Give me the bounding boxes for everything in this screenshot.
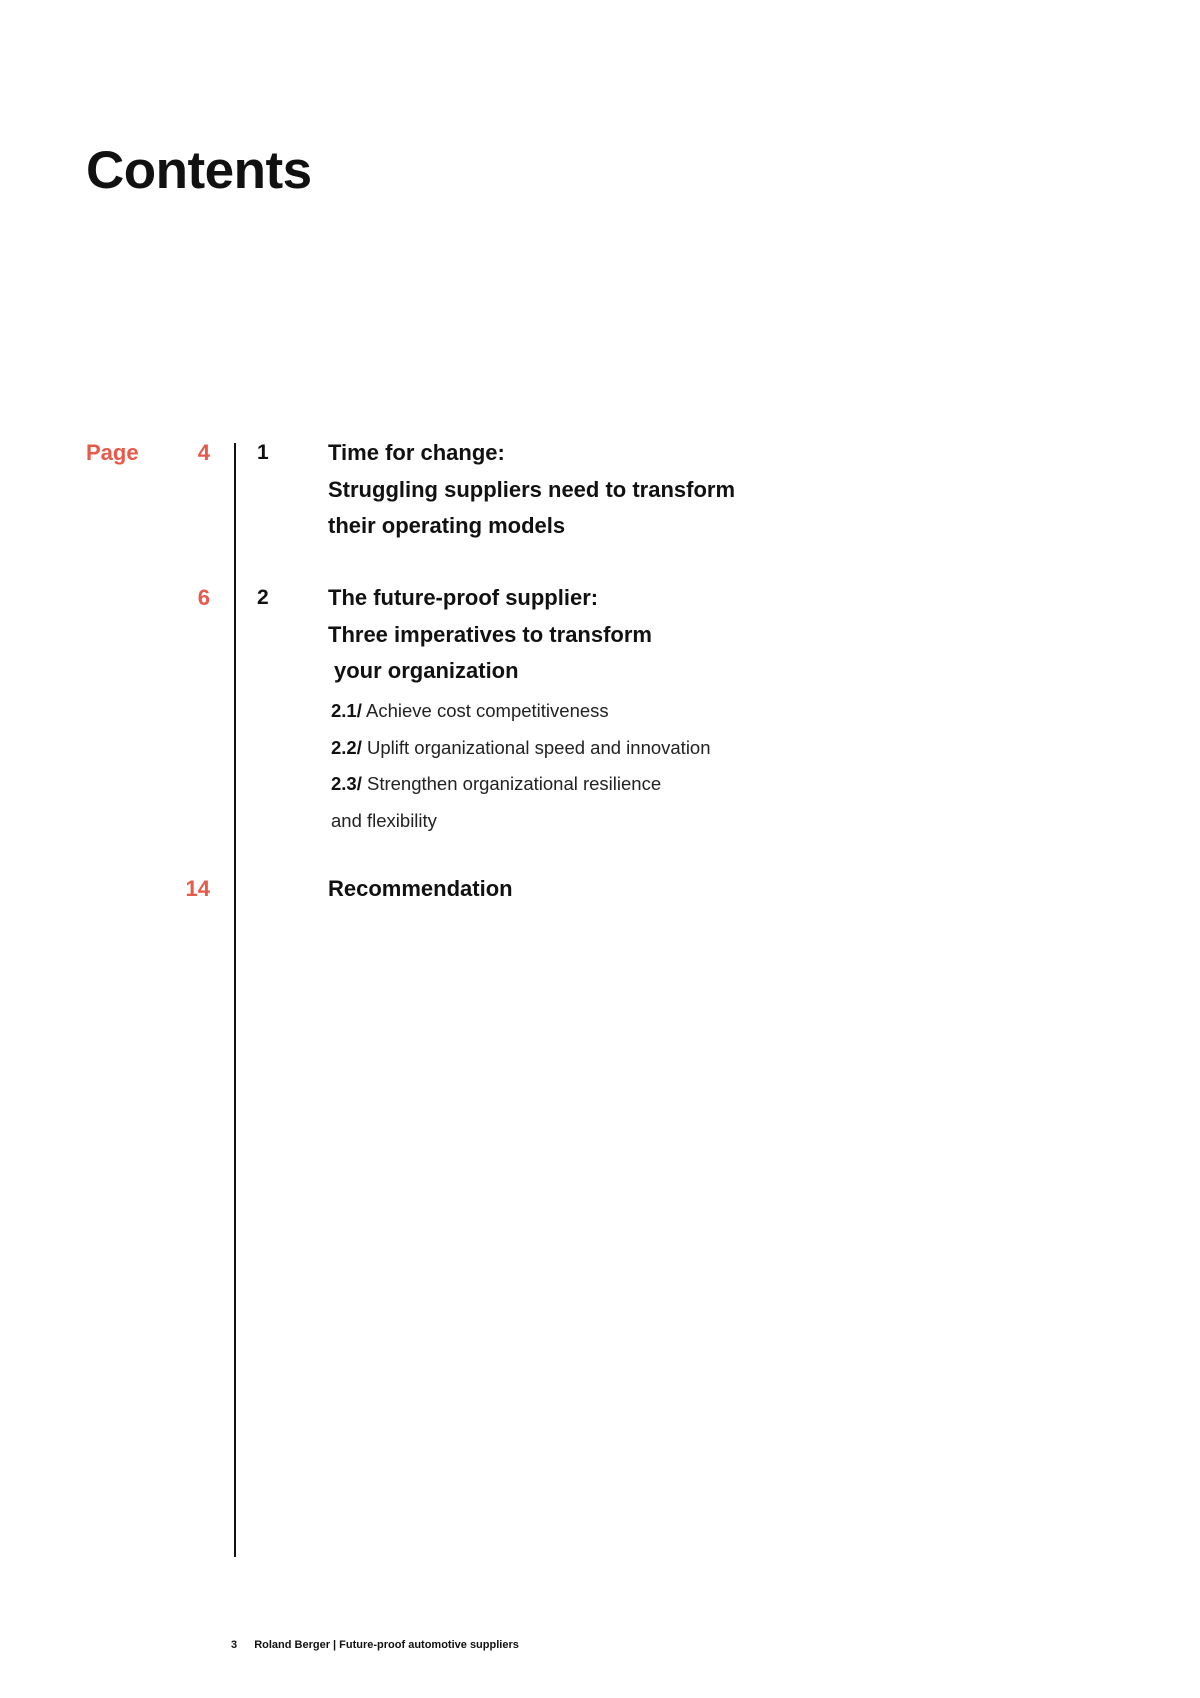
toc-page-number-3[interactable]: 14 [185,876,210,901]
toc-title-line: Three imperatives to transform [328,621,652,647]
toc-section-title-2[interactable] [328,580,848,690]
subsection-number: 2.1/ [331,700,362,721]
toc-subsection-list [331,693,851,839]
page-title: Contents [86,141,312,200]
toc-page-number-1[interactable]: 4 [197,440,210,465]
contents-divider [234,443,236,1557]
toc-title-line: Time for change: [328,440,505,465]
footer-page-number: 3 [231,1639,238,1651]
page-column-label: Page [86,440,139,465]
toc-title-line: your organization [334,658,519,683]
toc-page-number-2[interactable]: 6 [197,585,210,610]
subsection-title: Uplift organizational speed and innovation [367,736,711,758]
footer-text: Roland Berger | Future-proof automotive suppliers [254,1639,519,1651]
toc-section-number-2: 2 [257,586,269,609]
toc-title-line: their operating models [328,513,566,538]
page-footer [231,1639,519,1651]
toc-subsection-2-1[interactable] [331,693,851,730]
toc-section-title-3[interactable] [328,871,848,908]
subsection-number: 2.2/ [331,736,362,758]
toc-section-title-1[interactable] [328,435,848,545]
toc-subsection-2-3-continued: and flexibility [331,809,437,831]
subsection-title: Strengthen organizational resilience [367,773,662,794]
subsection-title: Achieve cost competitiveness [365,700,609,721]
subsection-number: 2.3/ [331,773,362,794]
toc-section-number-1: 1 [257,441,269,464]
toc-title-line: Recommendation [328,876,513,901]
toc-subsection-2-3[interactable] [331,766,851,803]
toc-title-line: The future-proof supplier: [328,585,599,610]
toc-title-line: Struggling suppliers need to transform [328,476,736,502]
toc-subsection-2-2[interactable] [331,730,851,767]
